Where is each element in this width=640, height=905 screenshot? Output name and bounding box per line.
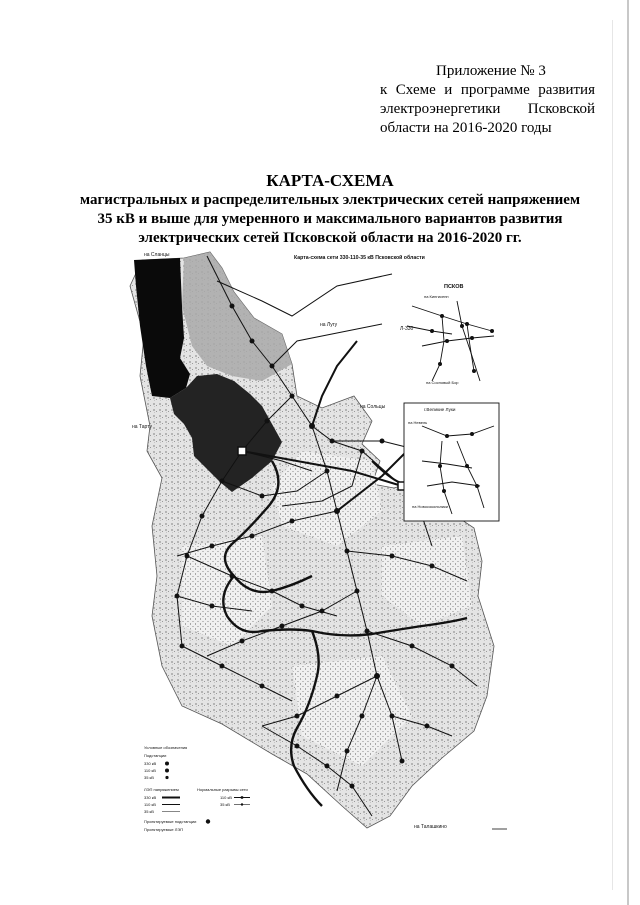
inset-velikiye-luki — [404, 403, 499, 521]
page-edge — [627, 0, 629, 905]
legend-n110: 110 кВ — [220, 795, 232, 800]
inset-vl-to-novosokolniki: на Новосокольники — [412, 504, 449, 509]
label-l330: Л-330 — [400, 326, 414, 332]
subtitle-line-3: электрических сетей Псковской области на 2016-2020 гг. — [138, 230, 522, 246]
inset-pskov-to-sosnovy-bor: на Сосновый Бор — [426, 380, 459, 385]
label-to-luga: на Лугу — [320, 322, 338, 328]
appendix-line-1: Приложение № 3 — [436, 63, 546, 79]
legend-projected-line: Проектируемые ЛЭП — [144, 827, 184, 832]
legend-projected-sub: Проектируемые подстанции — [144, 819, 197, 824]
legend-l35: 35 кВ — [144, 809, 154, 814]
label-to-talashkino: на Талашкино — [414, 824, 447, 830]
legend-s110: 110 кВ — [144, 768, 156, 773]
inset-vl-title: г.Великие Луки — [424, 407, 456, 412]
legend-substations: Подстанции — [144, 753, 167, 758]
legend-lines-title: ЛЭП напряжением — [144, 787, 179, 792]
appendix-line-2: к Схеме и программе развития — [380, 82, 595, 98]
map-caption: Карта-схема сети 330-110-35 кВ Псковской области — [294, 255, 425, 261]
region-map — [122, 246, 507, 836]
legend-normal-break: Нормальные разрывы сети — [197, 787, 248, 792]
legend-l110: 110 кВ — [144, 802, 156, 807]
legend-l330: 330 кВ — [144, 795, 157, 800]
inset-pskov-to-kingisepp: на Кингисепп — [424, 294, 449, 299]
appendix-line-4: области на 2016-2020 годы — [380, 120, 552, 136]
appendix-block — [380, 62, 595, 138]
page-edge-inner — [612, 20, 613, 890]
label-to-slantsy: на Сланцы — [144, 252, 170, 258]
substation-330-pskov — [238, 447, 246, 455]
label-to-soltsy: на Сольцы — [360, 404, 386, 410]
appendix-line-3: электроэнергетики Псковской — [380, 101, 595, 117]
inset-pskov — [407, 284, 494, 385]
subtitle-line-1: магистральных и распределительных электрических сетей напряжением — [79, 192, 581, 208]
map-legend — [144, 745, 250, 832]
inset-vl-to-nevel: на Невель — [408, 420, 428, 425]
legend-s35: 35 кВ — [144, 775, 154, 780]
legend-s330: 330 кВ — [144, 761, 157, 766]
title-block — [60, 171, 600, 248]
legend-title: Условные обозначения — [144, 745, 188, 750]
subtitle-line-2: 35 кВ и выше для умеренного и максимального вариантов развития — [97, 211, 563, 227]
page-title: КАРТА-СХЕМА — [266, 171, 394, 190]
label-to-tartu: на Тарту — [132, 424, 153, 430]
legend-n35: 35 кВ — [220, 802, 230, 807]
inset-pskov-title: ПСКОВ — [444, 284, 464, 290]
